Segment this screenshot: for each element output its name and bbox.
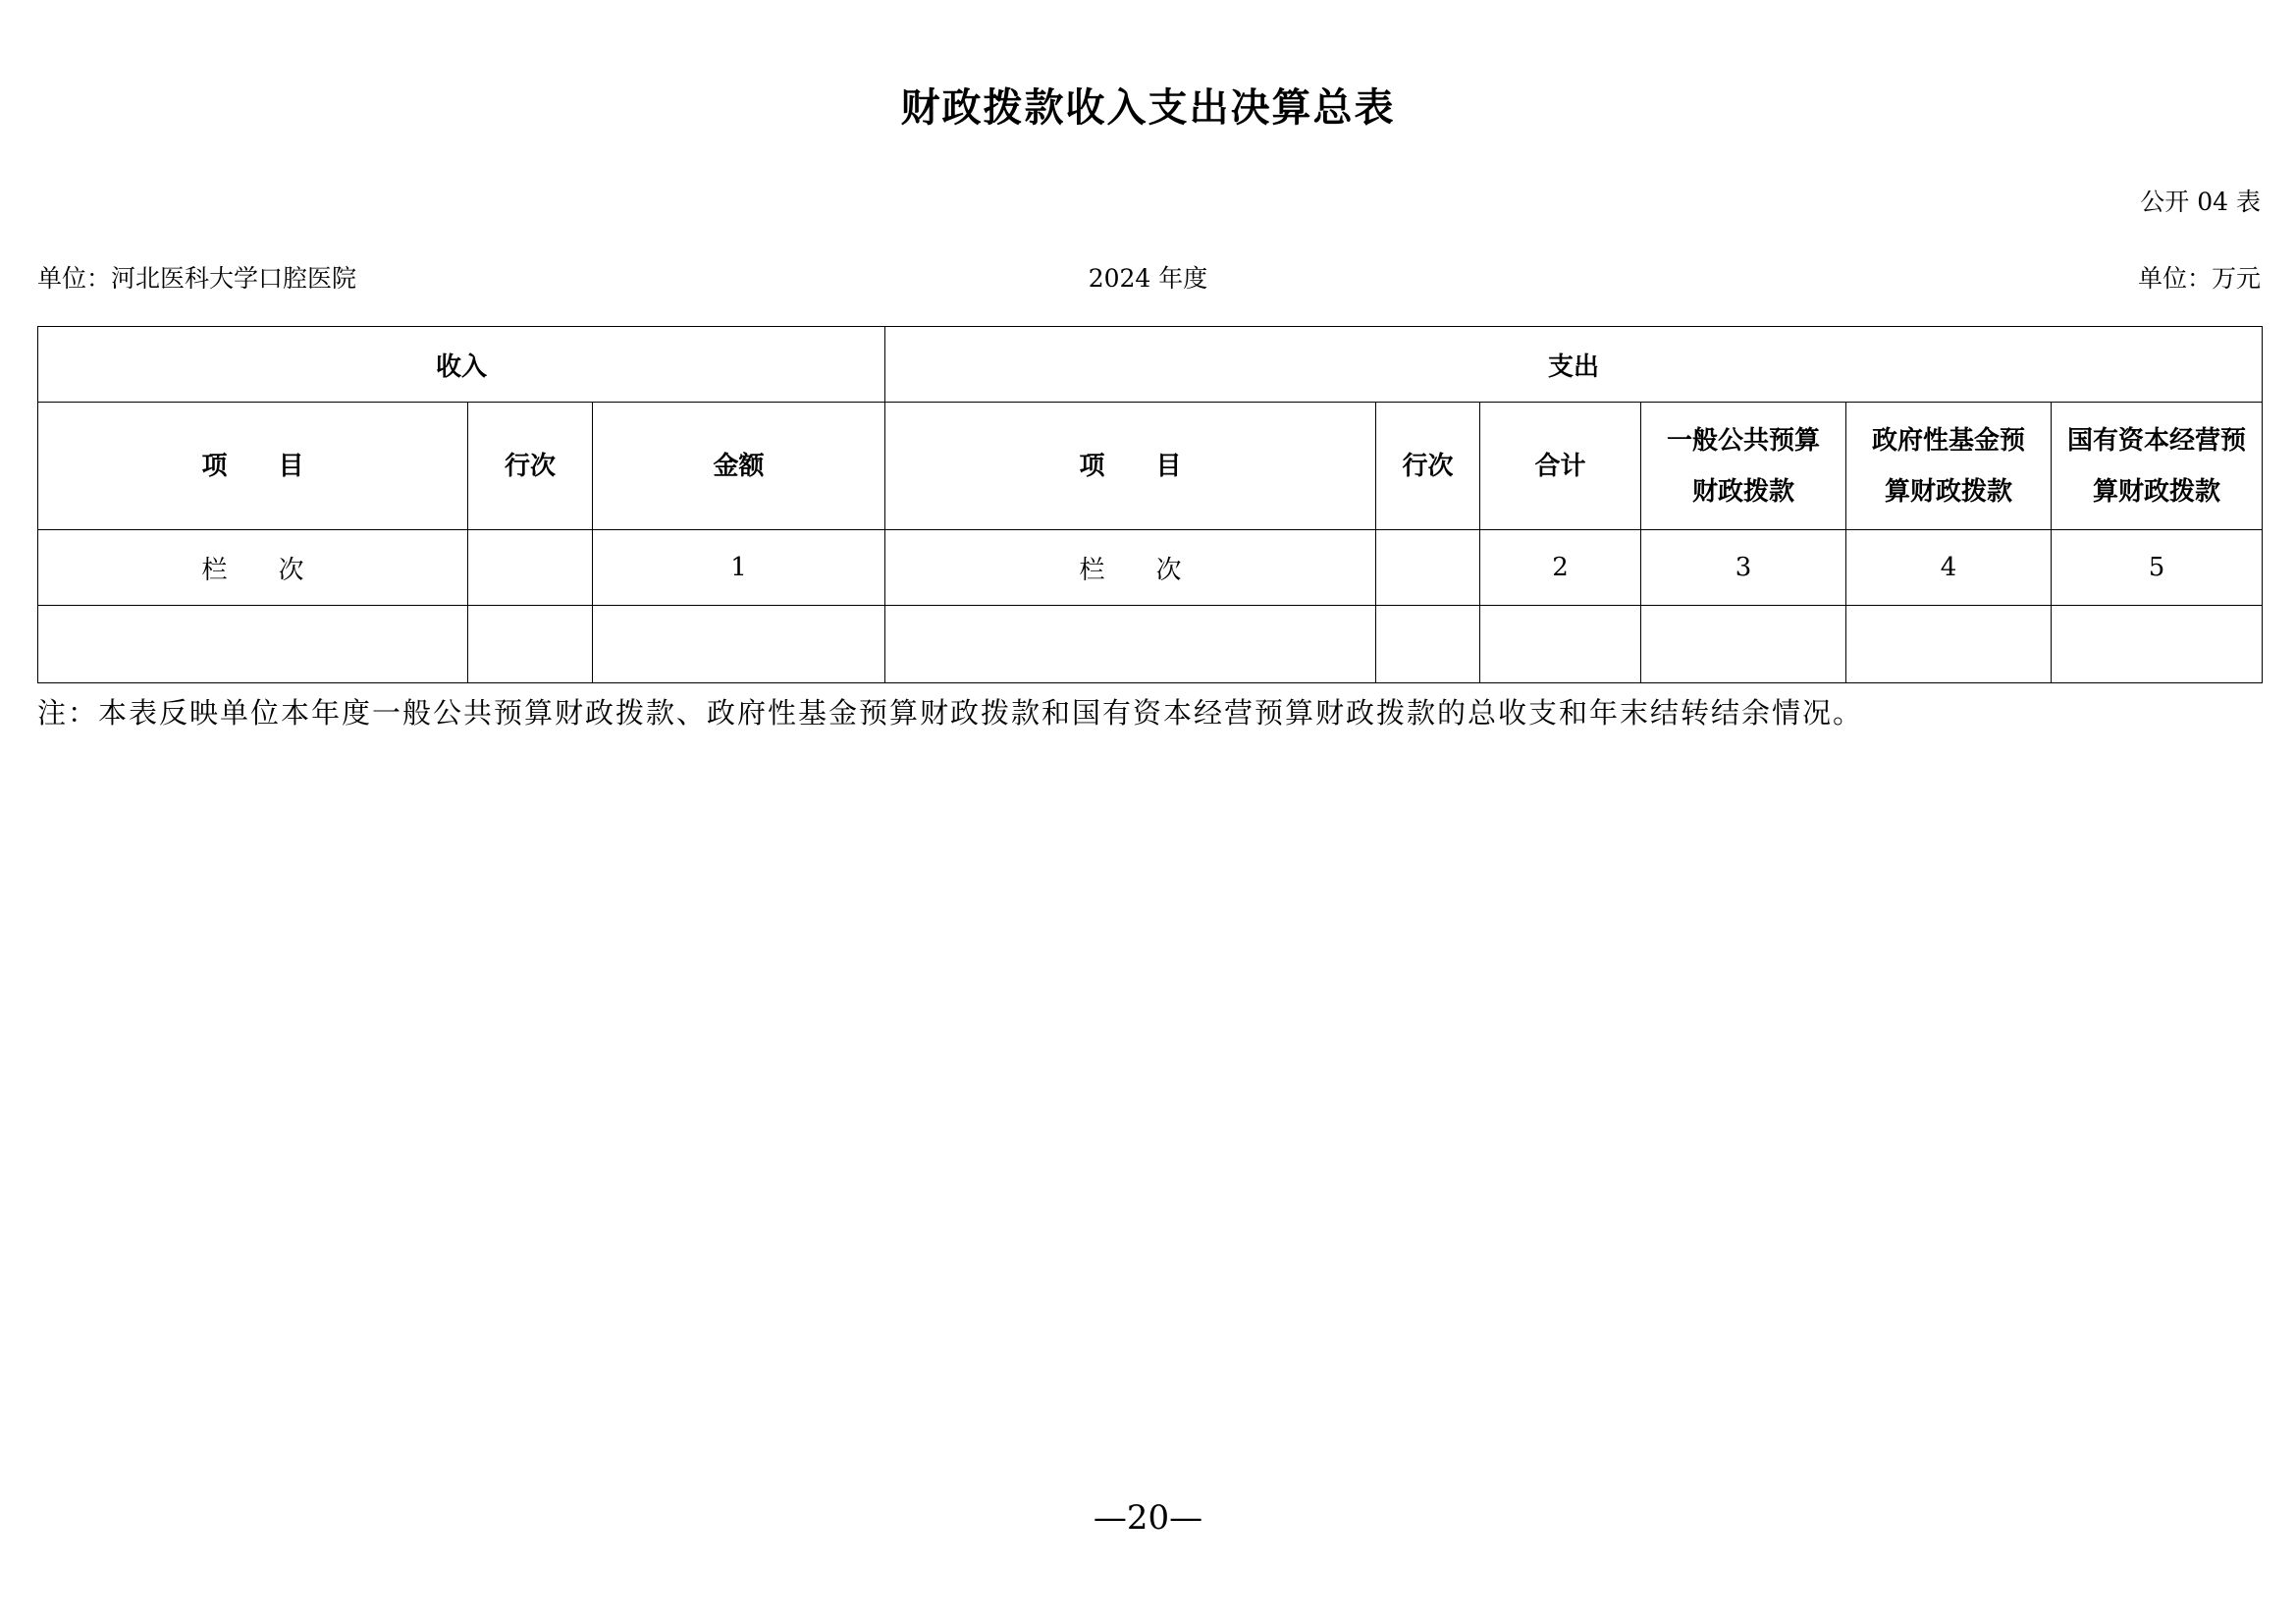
index-exp-government-fund: 4	[1846, 530, 2052, 606]
index-exp-total: 2	[1480, 530, 1641, 606]
index-exp-row-no	[1376, 530, 1480, 606]
header-income-row-no-label: 行次	[504, 451, 556, 481]
table-row	[38, 606, 2263, 683]
header-exp-total-label: 合计	[1534, 451, 1586, 481]
cell-exp-item	[885, 606, 1376, 683]
header-exp-government-fund-label: 政府性基金预 算财政拨款	[1871, 425, 2025, 507]
currency-unit: 单位：万元	[2137, 264, 2261, 293]
index-exp-state-capital: 5	[2052, 530, 2263, 606]
header-income-amount	[593, 403, 885, 530]
header-income-row-no	[468, 403, 593, 530]
index-income-item: 栏 次	[38, 530, 468, 606]
expenditure-group-header: 支出	[885, 327, 2263, 403]
index-exp-item: 栏 次	[885, 530, 1376, 606]
cell-exp-total	[1480, 606, 1641, 683]
fiscal-year: 2024 年度	[1088, 264, 1208, 293]
fiscal-appropriation-table	[37, 326, 2263, 683]
header-income-item	[38, 403, 468, 530]
table-note: 注：本表反映单位本年度一般公共预算财政拨款、政府性基金预算财政拨款和国有资本经营预算财政拨款的总收支和年末结转结余情况。	[37, 696, 1864, 730]
table-group-header-row	[38, 327, 2263, 403]
cell-income-amount	[593, 606, 885, 683]
reporting-unit: 单位：河北医科大学口腔医院	[37, 264, 357, 293]
header-exp-row-no-label: 行次	[1402, 451, 1454, 481]
cell-income-row-no	[468, 606, 593, 683]
cell-exp-state-capital	[2052, 606, 2263, 683]
index-income-amount: 1	[593, 530, 885, 606]
header-exp-general-budget-label: 一般公共预算 财政拨款	[1666, 425, 1820, 507]
cell-exp-government-fund	[1846, 606, 2052, 683]
cell-income-item	[38, 606, 468, 683]
cell-exp-general-budget	[1641, 606, 1846, 683]
header-exp-state-capital-label: 国有资本经营预 算财政拨款	[2067, 425, 2247, 507]
index-income-row-no	[468, 530, 593, 606]
form-number: 公开 04 表	[2140, 188, 2261, 216]
header-exp-item	[885, 403, 1376, 530]
header-exp-state-capital	[2052, 403, 2263, 530]
header-exp-government-fund	[1846, 403, 2052, 530]
index-exp-general-budget: 3	[1641, 530, 1846, 606]
header-exp-row-no	[1376, 403, 1480, 530]
header-exp-total	[1480, 403, 1641, 530]
header-exp-general-budget	[1641, 403, 1846, 530]
header-exp-item-label: 项 目	[1079, 451, 1182, 481]
page-title: 财政拨款收入支出决算总表	[900, 84, 1396, 131]
income-group-header: 收入	[38, 327, 885, 403]
header-income-amount-label: 金额	[713, 451, 765, 481]
header-income-item-label: 项 目	[201, 451, 304, 481]
table-column-index-row	[38, 530, 2263, 606]
table-column-header-row	[38, 403, 2263, 530]
cell-exp-row-no	[1376, 606, 1480, 683]
page-number: —20—	[1093, 1498, 1203, 1538]
